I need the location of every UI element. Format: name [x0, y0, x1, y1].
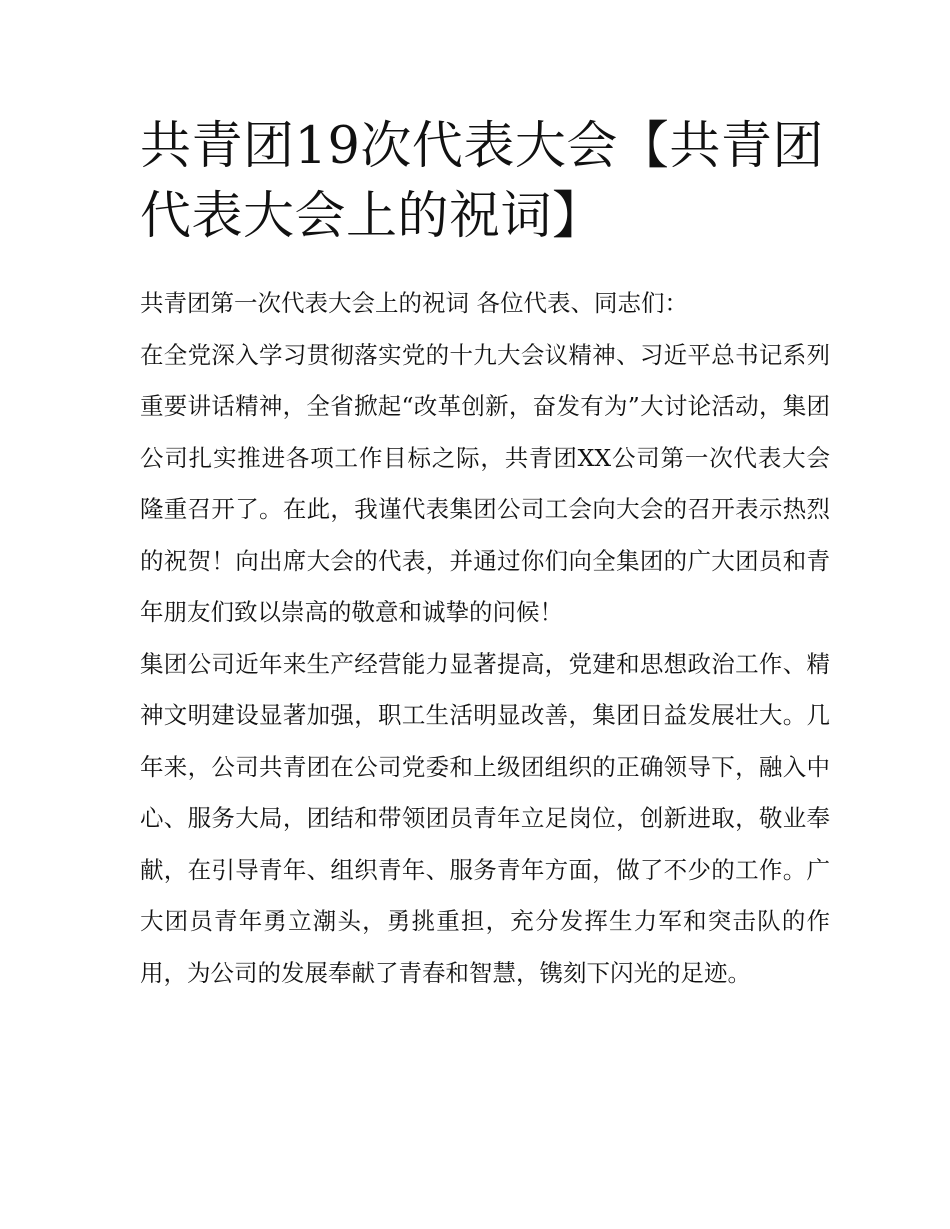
- document-title: 共青团19次代表大会【共青团代表大会上的祝词】: [140, 117, 824, 246]
- paragraph-achievements: 集团公司近年来生产经营能力显著提高，党建和思想政治工作、精神文明建设显著加强，职工生活明显改善，集团日益发展壮大。几年来，公司共青团在公司党委和上级团组织的正确领导下，融入中心、服务大局，团结和带领团员青年立足岗位，创新进取，敬业奉献，在引导青年、组织青年、服务青年方面，做了不少的工作。广大团员青年勇立潮头，勇挑重担，充分发挥生力军和突击队的作用，为公司的发展奉献了青春和智慧，镌刻下闪光的足迹。: [140, 649, 830, 987]
- document-page: [140, 112, 830, 999]
- paragraph-greeting: 共青团第一次代表大会上的祝词 各位代表、同志们：: [140, 289, 688, 317]
- paragraph-congratulations: 在全党深入学习贯彻落实党的十九大会议精神、习近平总书记系列重要讲话精神，全省掀起“改革创新，奋发有为”大讨论活动，集团公司扎实推进各项工作目标之际，共青团XX公司第一次代表大会隆重召开了。在此，我谨代表集团公司工会向大会的召开表示热烈的祝贺！向出席大会的代表，并通过你们向全集团的广大团员和青年朋友们致以崇高的敬意和诚挚的问候！: [140, 340, 830, 626]
- document-body: [140, 278, 830, 999]
